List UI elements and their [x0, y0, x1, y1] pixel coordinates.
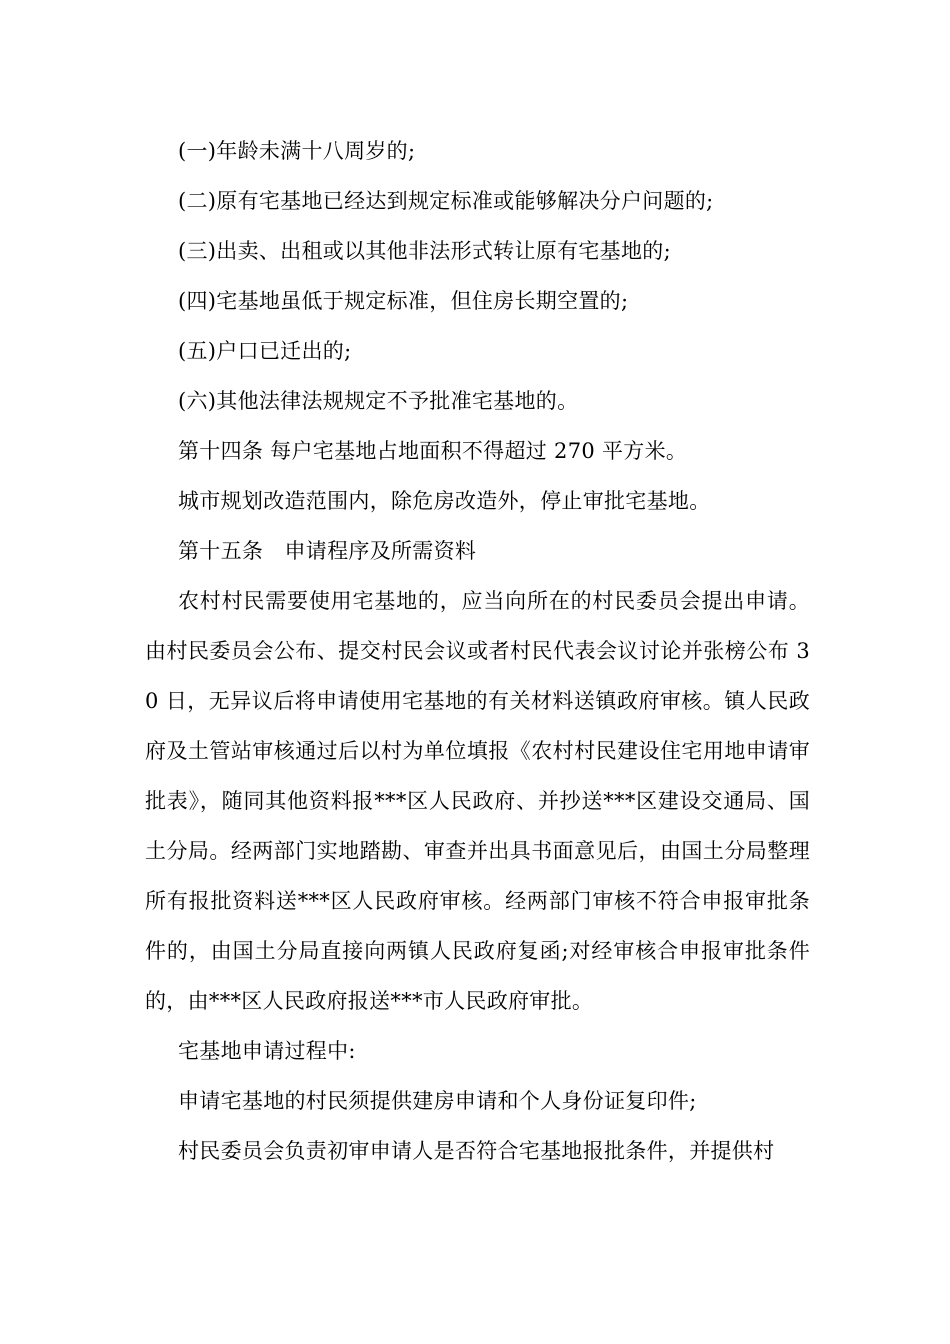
clause-item-2: (二)原有宅基地已经达到规定标准或能够解决分户问题的;	[178, 189, 714, 213]
clause-item-3: (三)出卖、出租或以其他非法形式转让原有宅基地的;	[178, 239, 671, 263]
village-committee-review: 村民委员会负责初审申请人是否符合宅基地报批条件，并提供村	[178, 1139, 775, 1163]
clause-item-5: (五)户口已迁出的;	[178, 339, 352, 363]
document-body	[145, 126, 810, 1176]
article-14: 第十四条 每户宅基地占地面积不得超过 270 平方米。	[178, 439, 688, 463]
clause-item-4: (四)宅基地虽低于规定标准，但住房长期空置的;	[178, 289, 629, 313]
application-requirement: 申请宅基地的村民须提供建房申请和个人身份证复印件;	[178, 1089, 697, 1113]
article-14-note: 城市规划改造范围内，除危房改造外，停止审批宅基地。	[178, 489, 711, 513]
clause-item-1: (一)年龄未满十八周岁的;	[178, 139, 416, 163]
application-process-heading: 宅基地申请过程中:	[178, 1039, 356, 1063]
article-15-heading: 第十五条 申请程序及所需资料	[178, 539, 477, 563]
article-15-procedure: 农村村民需要使用宅基地的，应当向所在的村民委员会提出申请。由村民委员会公布、提交村民会议或者村民代表会议讨论并张榜公布 30 日，无异议后将申请使用宅基地的有关材料送镇政府审核。镇人民政府及土管站审核通过后以村为单位填报《农村村民建设住宅用地申请审批表》，随同其他资料报***区人民政府、并抄送***区建设交通局、国土分局。经两部门实地踏勘、审查并出具书面意见后，由国土分局整理所有报批资料送***区人民政府审核。经两部门审核不符合申报审批条件的，由国土分局直接向两镇人民政府复函;对经审核合申报审批条件的，由***区人民政府报送***市人民政府审批。	[145, 589, 810, 1013]
clause-item-6: (六)其他法律法规规定不予批准宅基地的。	[178, 389, 579, 413]
